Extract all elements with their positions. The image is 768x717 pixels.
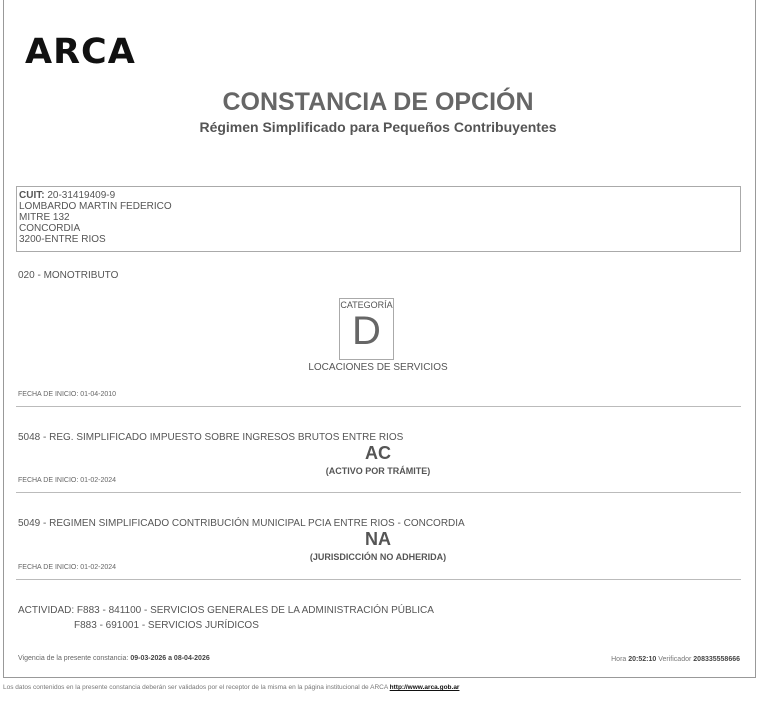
category-box [339, 298, 394, 360]
municipal-tax-code: NA [365, 529, 391, 549]
verifier-label: Verificador [658, 656, 692, 663]
provincial-tax-name: 5048 - REG. SIMPLIFICADO IMPUESTO SOBRE INGRESOS BRUTOS ENTRE RIOS [18, 432, 404, 443]
divider [16, 579, 741, 580]
verification-line [611, 656, 740, 663]
arca-website-link[interactable]: http://www.arca.gob.ar [389, 684, 460, 691]
activity-block [18, 603, 434, 633]
hour-value: 20:52:10 [628, 656, 657, 663]
taxpayer-box [16, 186, 741, 252]
arca-logo: ARCA [25, 32, 136, 72]
footer-note [3, 684, 459, 691]
activity-line-2: F883 - 691001 - SERVICIOS JURÍDICOS [74, 620, 259, 631]
taxpayer-street: MITRE 132 [19, 212, 70, 223]
category-value: D [352, 309, 381, 353]
taxpayer-city: CONCORDIA [19, 223, 81, 234]
validity-label: Vigencia de la presente constancia: [18, 655, 129, 662]
cuit-line [19, 190, 738, 201]
municipal-tax-name: 5049 - REGIMEN SIMPLIFICADO CONTRIBUCIÓN MUNICIPAL PCIA ENTRE RIOS - CONCORDIA [18, 518, 465, 529]
document-title: CONSTANCIA DE OPCIÓN [222, 88, 534, 116]
municipal-tax-start-date: FECHA DE INICIO: 01-02-2024 [18, 564, 117, 571]
provincial-tax-start-date: FECHA DE INICIO: 01-02-2024 [18, 477, 117, 484]
cuit-value: 20-31419409-9 [47, 190, 116, 201]
activity-line-1: ACTIVIDAD: F883 - 841100 - SERVICIOS GENERALES DE LA ADMINISTRACIÓN PÚBLICA [18, 605, 434, 616]
validity-range: 09-03-2026 a 08-04-2026 [130, 655, 210, 662]
footer-text: Los datos contenidos en la presente constancia deberán ser validados por el receptor de la misma en la página institucional de ARCA [3, 684, 388, 691]
validity-line [18, 655, 210, 662]
divider [16, 492, 741, 493]
provincial-tax-code: AC [365, 443, 391, 463]
provincial-tax-status: (ACTIVO POR TRÁMITE) [325, 466, 431, 476]
cuit-label: CUIT: [19, 190, 45, 201]
taxpayer-name: LOMBARDO MARTIN FEDERICO [19, 201, 172, 212]
document-subtitle: Régimen Simplificado para Pequeños Contribuyentes [199, 119, 557, 135]
hour-label: Hora [611, 656, 627, 663]
taxpayer-postal-province: 3200-ENTRE RIOS [19, 234, 106, 245]
regime-label: 020 - MONOTRIBUTO [18, 270, 119, 281]
verifier-value: 208335558666 [693, 656, 740, 663]
category-label: CATEGORÍA [340, 300, 393, 310]
divider [16, 406, 741, 407]
municipal-tax-status: (JURISDICCIÓN NO ADHERIDA) [309, 552, 447, 562]
category-start-date: FECHA DE INICIO: 01-04-2010 [18, 391, 117, 398]
category-description: LOCACIONES DE SERVICIOS [308, 362, 448, 373]
